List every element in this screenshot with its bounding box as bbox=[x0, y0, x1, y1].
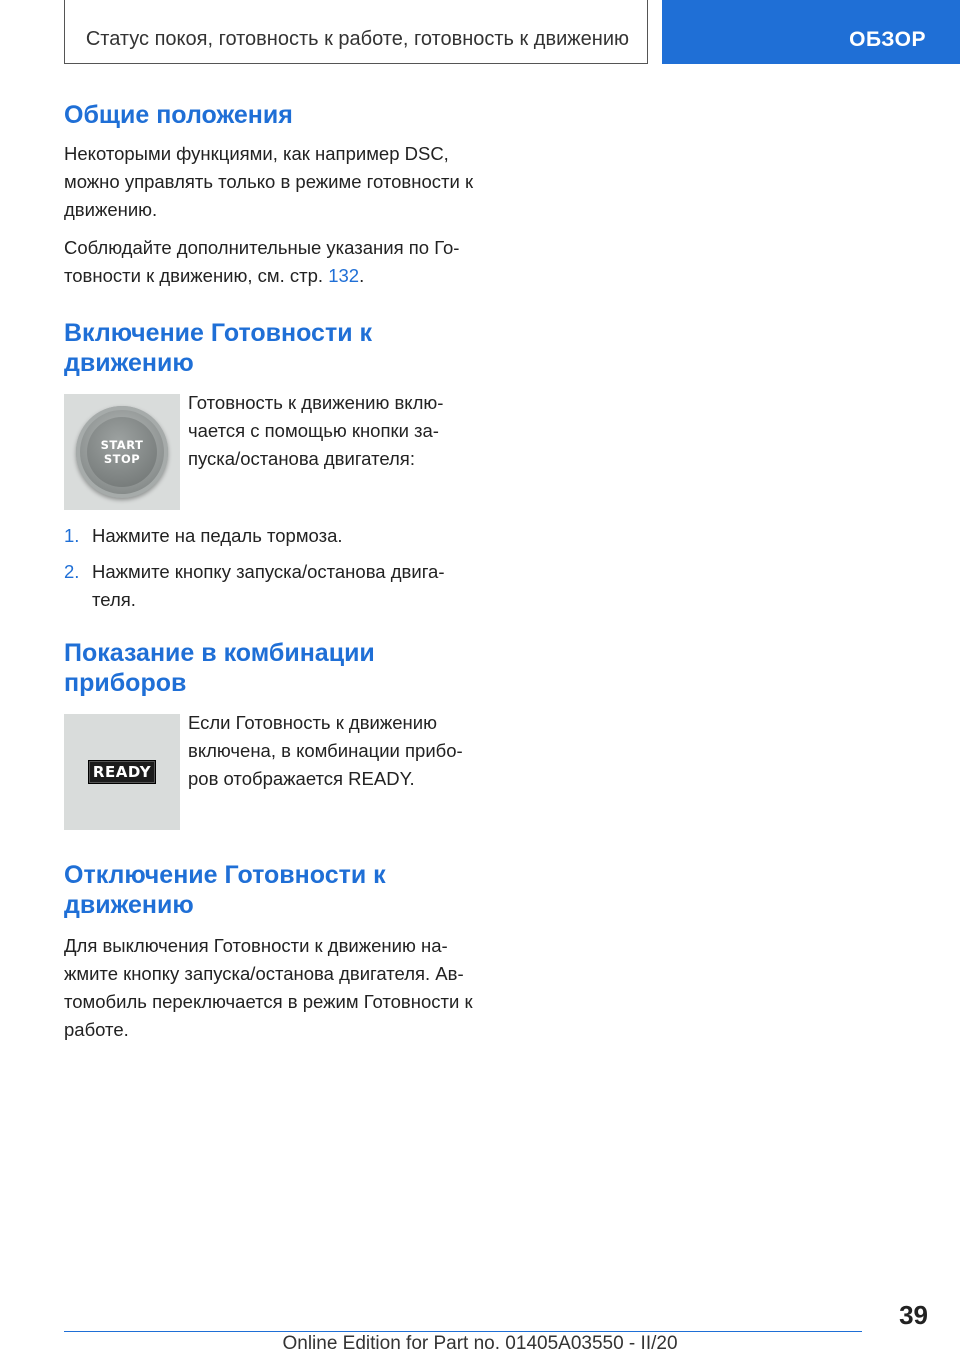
main-content bbox=[64, 100, 478, 1044]
page-link-132[interactable]: 132 bbox=[328, 265, 360, 286]
step-text: Нажмите кнопку запуска/останова двига-теля. bbox=[92, 561, 445, 610]
step-number: 1. bbox=[64, 525, 80, 546]
general-paragraph-2-text: Соблюдайте дополнительные указания по Го-товности к движению, см. стр. bbox=[64, 237, 460, 286]
footer-divider bbox=[64, 1331, 862, 1332]
step-item bbox=[64, 558, 478, 614]
step-number: 2. bbox=[64, 561, 80, 582]
general-paragraph-2 bbox=[64, 234, 478, 290]
page-number: 39 bbox=[899, 1300, 928, 1330]
display-figure-text: Если Готовность к движению включена, в комбинации прибо-ров отображается READY. bbox=[188, 712, 463, 789]
ready-figure bbox=[64, 714, 180, 830]
disable-paragraph: Для выключения Готовности к движению на-жмите кнопку запуска/останова двигателя. Ав-томобиль переключается в режим Готовности к работе. bbox=[64, 935, 473, 1040]
step-text: Нажмите на педаль тормоза. bbox=[92, 525, 343, 546]
general-paragraph-1: Некоторыми функциями, как например DSC, можно управлять только в режиме готовности к движению. bbox=[64, 143, 474, 220]
heading-enable: Включение Готовности к движению bbox=[64, 319, 373, 377]
enable-figure-row bbox=[64, 394, 478, 510]
stop-label: STOP bbox=[103, 452, 141, 466]
heading-general: Общие положения bbox=[64, 101, 293, 129]
heading-disable: Отключение Готовности к движению bbox=[64, 861, 386, 919]
heading-display: Показание в комбинации приборов bbox=[64, 639, 375, 697]
start-stop-figure bbox=[64, 394, 180, 510]
ready-indicator: READY bbox=[88, 760, 156, 784]
general-paragraph-2-end: . bbox=[359, 265, 365, 286]
section-tab[interactable]: ОБЗОР bbox=[662, 0, 960, 64]
enable-steps bbox=[64, 522, 478, 614]
footer-edition: Online Edition for Part no. 01405A03550 - II/20 bbox=[282, 1333, 678, 1354]
header-box bbox=[64, 0, 648, 64]
start-label: START bbox=[100, 438, 144, 452]
start-stop-button-face bbox=[87, 417, 157, 487]
header-title: Статус покоя, готовность к работе, готовность к движению bbox=[85, 28, 629, 50]
display-figure-row bbox=[64, 714, 478, 830]
start-stop-button-icon bbox=[76, 406, 168, 498]
enable-figure-text: Готовность к движению вклю-чается с помощью кнопки за-пуска/останова двигателя: bbox=[188, 392, 444, 469]
step-item bbox=[64, 522, 478, 550]
